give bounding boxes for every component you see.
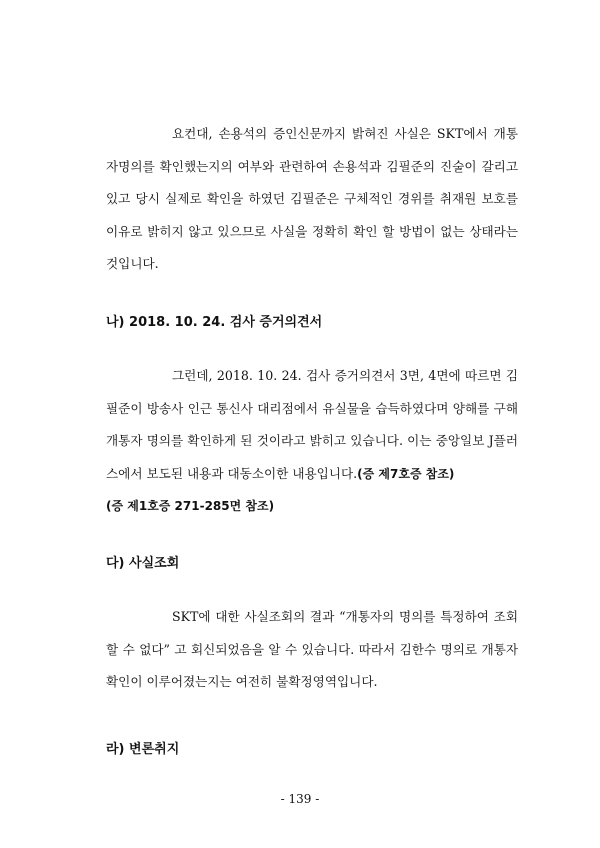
paragraph-summary-text: 요컨대, 손용석의 증인신문까지 밝혀진 사실은 SKT에서 개통자명의를 확인했는지의 여부와 관련하여 손용석과 김필준의 진술이 갈리고 있고 당시 실제로 확인을 하였던 김필준은 구체적인 경위를 취재원 보호를 이유로 밝히지 않고 있으므로 사실을 정확히 확인 할 방법이 없는 상태라는 것입니다. (106, 126, 518, 271)
paragraph-fact-inquiry-text: SKT에 대한 사실조회의 결과 “개통자의 명의를 특정하여 조회할 수 없다” 고 회신되었음을 알 수 있습니다. 따라서 김한수 명의로 개통자 확인이 이루어졌는지는 여전히 불확정영역입니다. (106, 609, 518, 689)
page-number: - 139 - (280, 792, 320, 806)
paragraph-summary (106, 118, 518, 281)
paragraph-fact-inquiry (106, 601, 518, 699)
heading-argument-summary: 라) 변론취지 (106, 742, 180, 757)
paragraph-prosecution-opinion (106, 360, 518, 523)
evidence-reference-7: (증 제7호증 참조) (357, 466, 455, 481)
heading-fact-inquiry: 다) 사실조회 (106, 556, 180, 571)
heading-prosecution-opinion: 나) 2018. 10. 24. 검사 증거의견서 (106, 315, 323, 330)
evidence-reference-1: (증 제1호증 271-285면 참조) (106, 499, 275, 513)
paragraph-prosecution-opinion-text: 그런데, 2018. 10. 24. 검사 증거의견서 3면, 4면에 따르면 김필준이 방송사 인근 통신사 대리점에서 유실물을 습득하였다며 양해를 구해 개통자 명의를 확인하게 된 것이라고 밝히고 있습니다. 이는 중앙일보 J플러스에서 보도된 내용과 대동소이한 내용입니다. (106, 368, 518, 481)
